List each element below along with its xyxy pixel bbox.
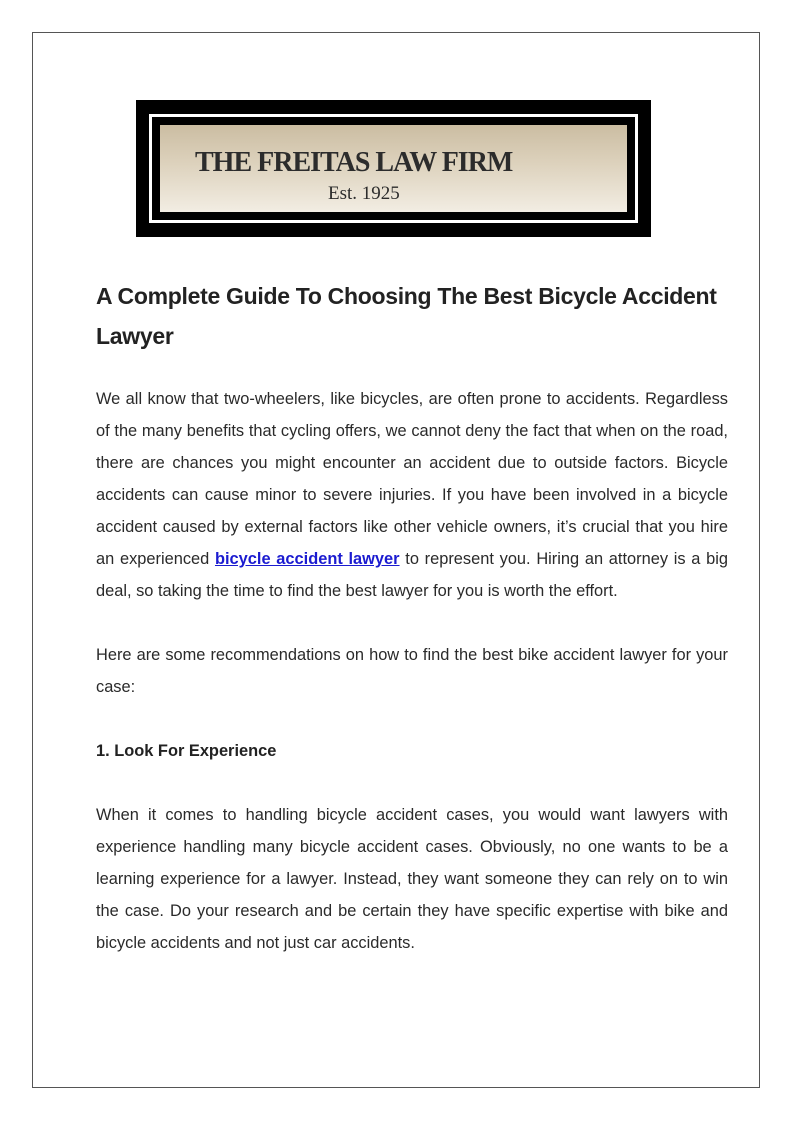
intro-text-start: We all know that two-wheelers, like bicycles, are often prone to accidents. Regardless of the many benefits that cycling offers, we cannot deny the fact that when on the road, there are chances you might encounter an accident due to outside factors. Bicycle accidents can cause minor to severe injuries. If you have been involved in a bicycle accident caused by external factors like other vehicle owners, it’s crucial that you hire an experienced [96,390,728,568]
logo-firm-name: THE FREITAS LAW FIRM [195,147,513,178]
article-content [96,276,728,959]
logo-established: Est. 1925 [328,183,400,204]
logo-inner-panel [159,124,628,213]
intro-text-end: to represent you. Hiring an attorney is a big deal, so taking the time to find the best lawyer for you is worth the effort. [96,550,729,600]
article-title: A Complete Guide To Choosing The Best Bicycle Accident Lawyer [96,283,717,349]
intro-paragraph [96,383,728,607]
recommendations-paragraph: Here are some recommendations on how to find the best bike accident lawyer for your case: [96,646,728,696]
logo-outer-frame [149,114,638,223]
experience-paragraph: When it comes to handling bicycle accident cases, you would want lawyers with experience handling many bicycle accident cases. Obviously, no one wants to be a learning experience for a lawyer. Instead, they want someone they can rely on to win the case. Do your research and be certain they have specific expertise with bike and bicycle accidents and not just car accidents. [96,806,728,952]
firm-logo [136,100,651,237]
bicycle-accident-lawyer-link[interactable]: bicycle accident lawyer [214,550,400,568]
section-heading-experience: 1. Look For Experience [96,742,277,760]
